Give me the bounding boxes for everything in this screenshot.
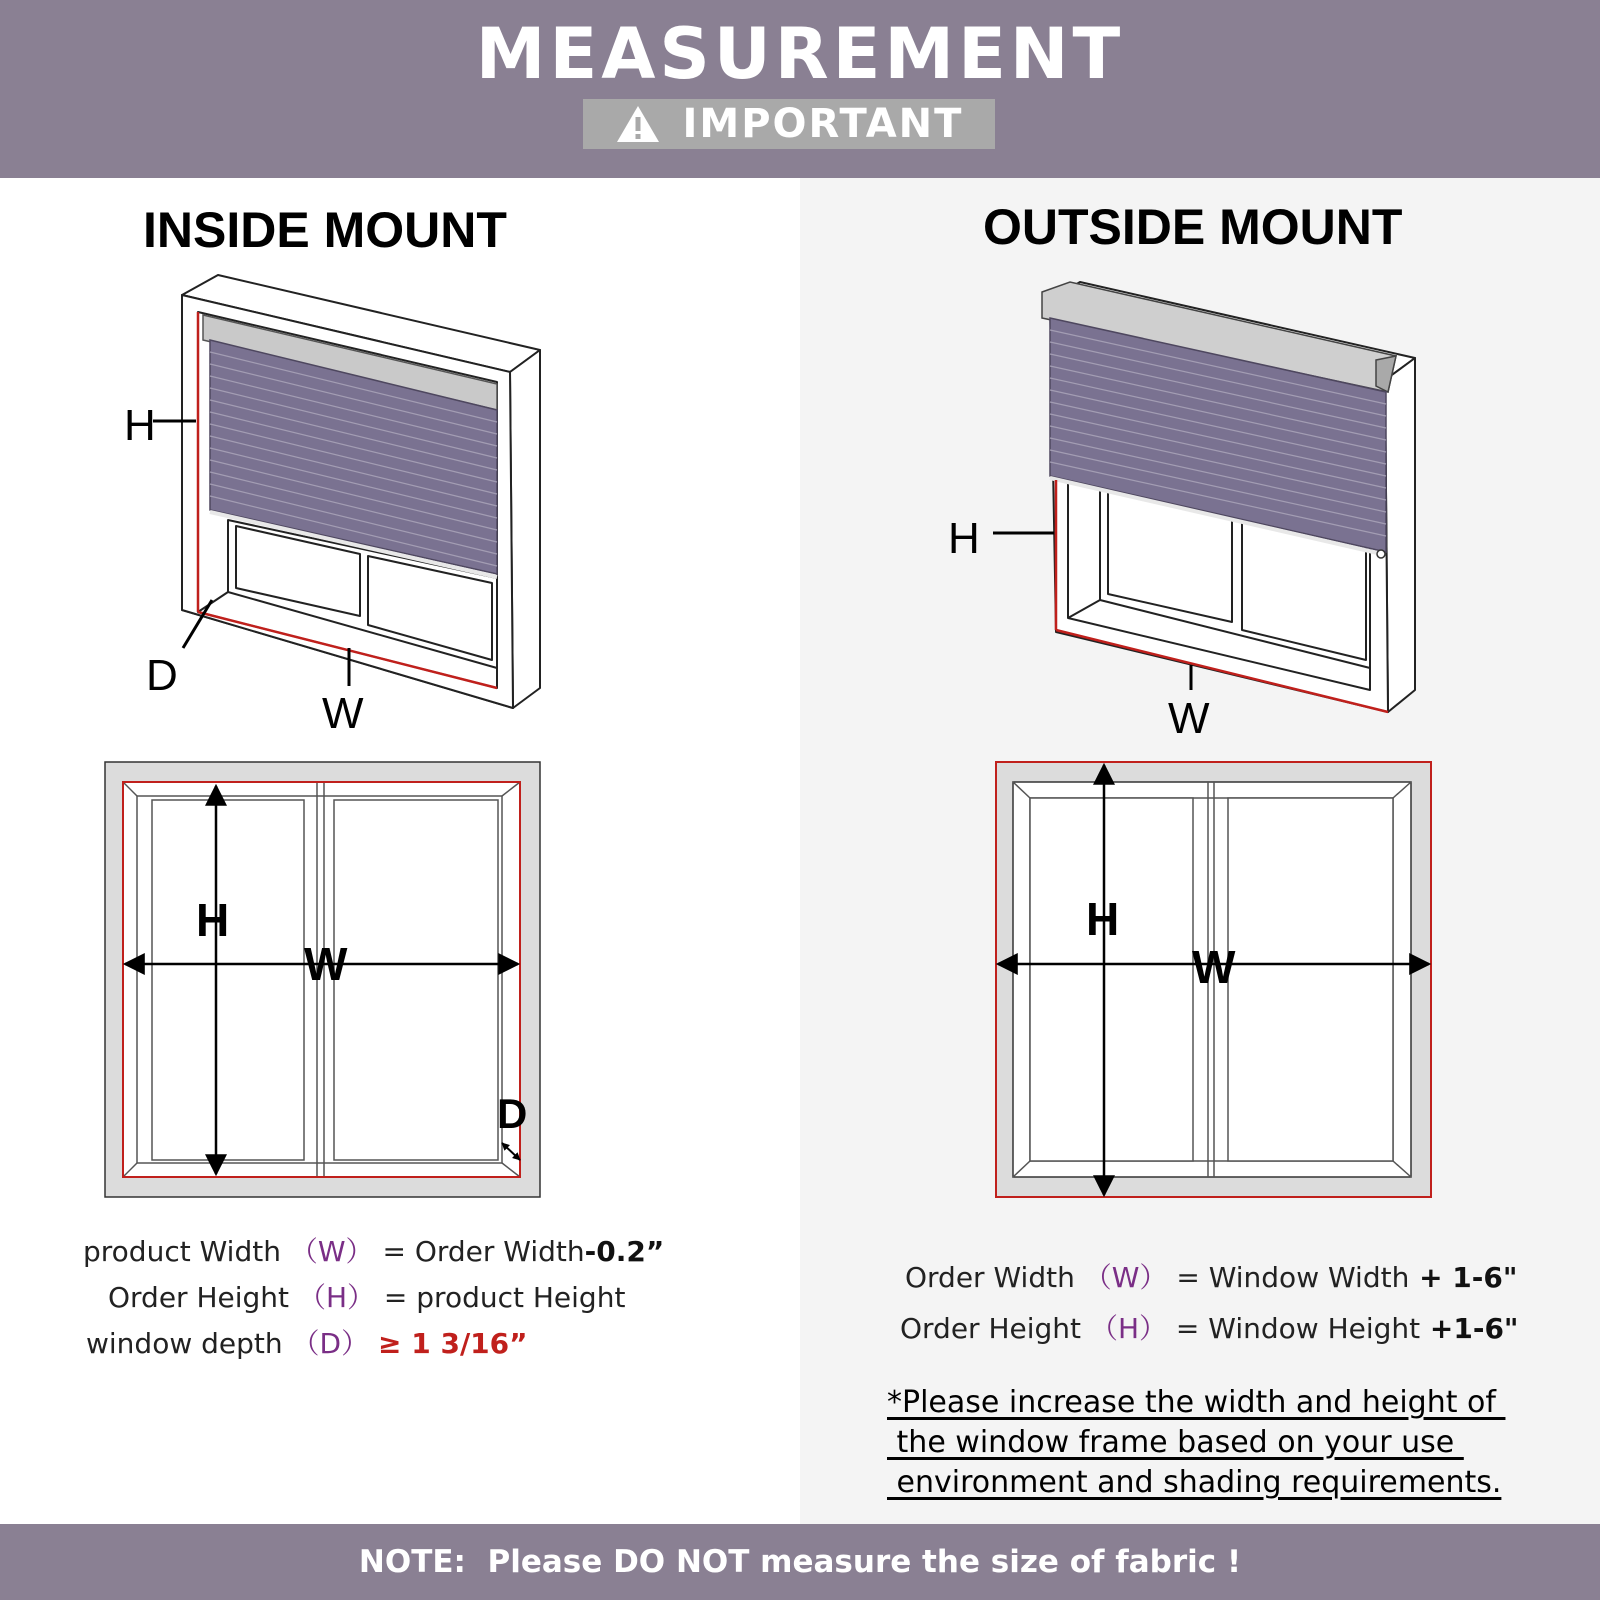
formula-value: + 1-6" (1409, 1261, 1518, 1294)
formula-left-text: Order Height (900, 1312, 1082, 1345)
inside-formula-height (108, 1281, 625, 1315)
formula-symbol: （W） (1083, 1261, 1168, 1294)
inside-front-h-label: H (196, 894, 230, 946)
outside-front-w-label: W (1192, 941, 1236, 993)
formula-value: -0.2” (584, 1235, 665, 1268)
formula-left-text: window depth (86, 1327, 283, 1360)
inside-d-label: D (146, 651, 178, 700)
inside-mount-title: INSIDE MOUNT (143, 202, 507, 258)
formula-value: +1-6" (1420, 1312, 1519, 1345)
formula-symbol: （H） (297, 1281, 375, 1314)
formula-symbol: （W） (289, 1235, 374, 1268)
inside-w-label: W (322, 689, 364, 738)
formula-left-text: Order Width (905, 1261, 1075, 1294)
note-line: the window frame based on your use (887, 1425, 1464, 1460)
formula-operator-text: = Window Width (1176, 1261, 1410, 1294)
note-line: environment and shading requirements. (887, 1465, 1502, 1500)
page-title: MEASUREMENT (475, 13, 1125, 95)
inside-h-label: H (124, 401, 156, 450)
formula-operator-text: = Window Height (1175, 1312, 1421, 1345)
outside-mount-title: OUTSIDE MOUNT (983, 199, 1403, 255)
formula-symbol: （D） (291, 1327, 370, 1360)
outside-h-label: H (948, 514, 980, 563)
formula-left-text: product Width (83, 1235, 281, 1268)
footer-note: NOTE: Please DO NOT measure the size of fabric ! (0, 1524, 1600, 1600)
outside-formula-width (905, 1261, 1517, 1295)
outside-front-h-label: H (1086, 893, 1120, 945)
important-label: IMPORTANT (682, 101, 964, 147)
outside-formula-height (900, 1312, 1519, 1346)
outside-w-label: W (1168, 694, 1210, 743)
formula-operator-text: = Order Width (382, 1235, 585, 1268)
formula-symbol: （H） (1089, 1312, 1167, 1345)
formula-left-text: Order Height (108, 1281, 290, 1314)
formula-operator-text: = product Height (383, 1281, 626, 1314)
formula-value: ≥ 1 3/16” (378, 1327, 528, 1360)
inside-front-d-label: D (497, 1090, 528, 1137)
inside-formula-width (83, 1235, 664, 1269)
inside-front-w-label: W (304, 938, 348, 990)
note-line: *Please increase the width and height of (887, 1385, 1506, 1420)
inside-formula-depth (86, 1327, 528, 1361)
outside-note (887, 1383, 1527, 1503)
outside-cord-pull (1377, 550, 1385, 558)
